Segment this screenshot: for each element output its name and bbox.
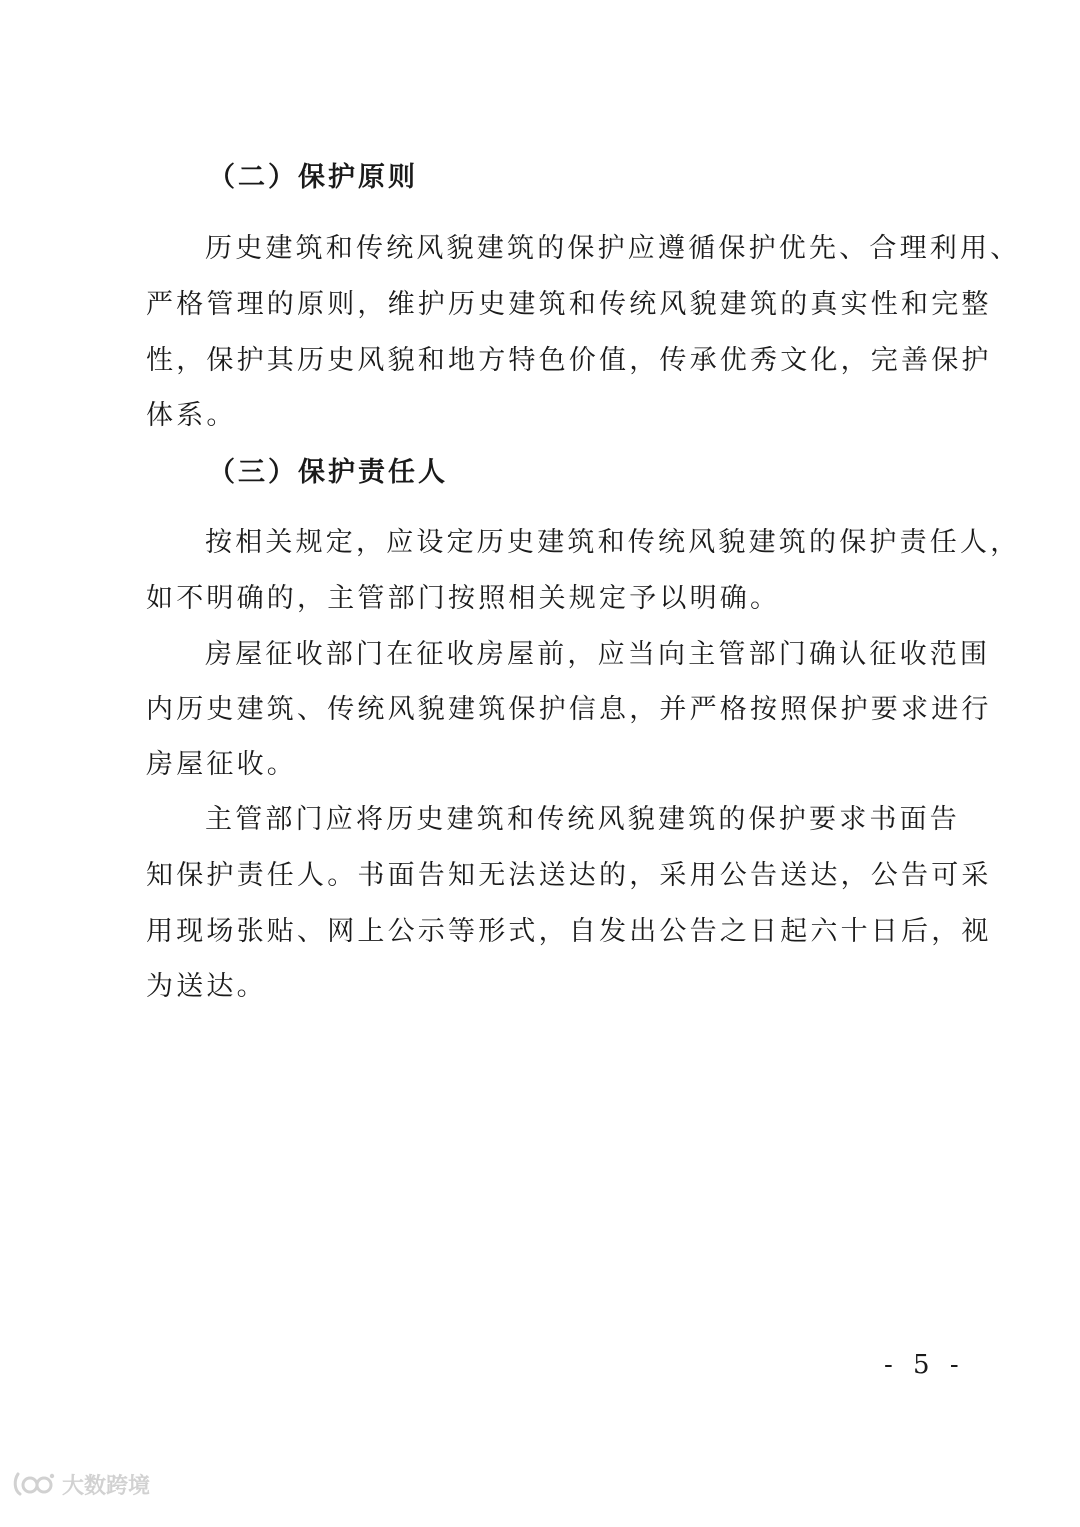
responsible-p1-line-2: 如不明确的，主管部门按照相关规定予以明确。 [146,583,781,614]
watermark-logo-icon [12,1468,56,1500]
page-number: - 5 - [884,1350,965,1380]
responsible-p3-line-1: 主管部门应将历史建筑和传统风貌建筑的保护要求书面告 [205,804,960,835]
responsible-p1-line-1: 按相关规定，应设定历史建筑和传统风貌建筑的保护责任人， [205,527,1021,558]
responsible-p2-line-1: 房屋征收部门在征收房屋前，应当向主管部门确认征收范围 [205,639,991,670]
principles-line-1: 历史建筑和传统风貌建筑的保护应遵循保护优先、合理利用、 [205,233,1021,264]
watermark [12,1468,150,1500]
responsible-p3-line-2: 知保护责任人。书面告知无法送达的，采用公告送达，公告可采 [146,860,992,891]
responsible-p3-line-4: 为送达。 [146,971,267,1002]
section-heading-principles: （二）保护原则 [208,162,418,193]
responsible-p3-line-3: 用现场张贴、网上公示等形式，自发出公告之日起六十日后，视 [146,916,992,947]
principles-line-2: 严格管理的原则，维护历史建筑和传统风貌建筑的真实性和完整 [146,289,992,320]
watermark-text: 大数跨境 [62,1473,151,1499]
principles-line-3: 性，保护其历史风貌和地方特色价值，传承优秀文化，完善保护 [146,345,992,376]
responsible-p2-line-3: 房屋征收。 [146,749,297,780]
responsible-p2-line-2: 内历史建筑、传统风貌建筑保护信息，并严格按照保护要求进行 [146,694,992,725]
section-heading-responsible-person: （三）保护责任人 [208,457,448,488]
principles-line-4: 体系。 [146,400,237,431]
